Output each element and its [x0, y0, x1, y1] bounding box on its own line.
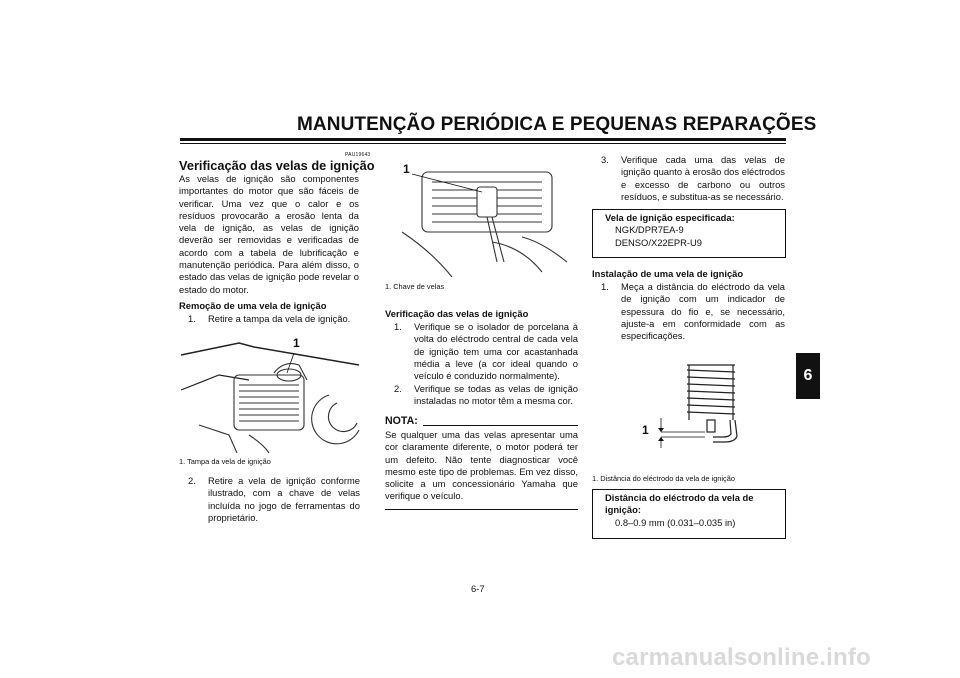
install-step-1: [601, 281, 785, 342]
figure-callout-gap: 1: [642, 423, 649, 437]
spec-box-spark-plug: [592, 209, 786, 258]
figure-callout-cap: 1: [293, 336, 300, 350]
watermark: carmanualsonline.info: [612, 644, 871, 671]
header-rule: [180, 138, 786, 141]
install-heading: Instalação de uma vela de ignição: [592, 268, 744, 279]
figure-caption-cap: 1. Tampa da vela de ignição: [179, 457, 271, 466]
note-label: NOTA:: [385, 415, 418, 427]
section-code: PAU19643: [345, 152, 371, 158]
spark-plug-cap-illustration: [179, 335, 361, 453]
removal-step-1: [188, 313, 360, 325]
step-number: 2.: [394, 383, 402, 394]
figure-callout-wrench: 1: [403, 162, 410, 176]
note-rule-top: [423, 425, 578, 426]
step-text: Retire a vela de ignição conforme ilustrado, com a chave de velas incluída no jogo de ferramentas do proprietário.: [208, 475, 360, 523]
page-header-title: MANUTENÇÃO PERIÓDICA E PEQUENAS REPARAÇÕES: [297, 114, 817, 135]
step-text: Verifique se todas as velas de ignição instaladas no motor têm a mesma cor.: [414, 383, 578, 407]
header-rule-thin: [180, 143, 786, 144]
spark-plug-wrench-illustration: [392, 152, 578, 277]
spec-value-denso: DENSO/X22EPR-U9: [615, 236, 703, 248]
spec-box-title: Vela de ignição especificada:: [605, 212, 735, 223]
spec-value-gap: 0.8–0.9 mm (0.031–0.035 in): [615, 516, 736, 528]
figure-caption-gap: 1. Distância do eléctrodo da vela de ignição: [592, 474, 735, 483]
step-text: Verifique cada uma das velas de ignição quanto à erosão dos eléctrodos e excesso de carbono ou outros resíduos, e substitua-as se necessário.: [621, 154, 785, 202]
spec-box-title: Distância do eléctrodo da vela de ignição:: [605, 492, 754, 516]
removal-heading: Remoção de uma vela de ignição: [179, 300, 327, 311]
page-number: 6-7: [471, 583, 485, 594]
check-step-1: [394, 321, 578, 382]
spec-value-ngk: NGK/DPR7EA-9: [615, 224, 684, 236]
note-rule-bottom: [385, 509, 578, 510]
spec-box-electrode-gap: [592, 489, 786, 539]
step-text: Meça a distância do eléctrodo da vela de ignição com um indicador de espessura do fio e, se necessário, ajuste-a em conformidade com as especificações.: [621, 281, 785, 342]
note-text: Se qualquer uma das velas apresentar uma cor claramente diferente, o motor poderá ter um defeito. Não tente diagnosticar você mesmo este tipo de problemas. Em vez disso, solicite a um concessionário Yamaha que verifique o veículo.: [385, 429, 578, 502]
step-number: 1.: [394, 321, 402, 332]
check-heading: Verificação das velas de ignição: [385, 308, 529, 319]
figure-caption-wrench: 1. Chave de velas: [385, 282, 445, 291]
section-title: Verificação das velas de ignição: [179, 158, 375, 173]
chapter-tab: 6: [796, 353, 820, 399]
step-number: 2.: [188, 475, 196, 486]
removal-step-2: [188, 475, 360, 524]
step-number: 3.: [601, 154, 609, 165]
step-text: Verifique se o isolador de porcelana à volta do eléctrodo central de cada vela de ignição tem uma cor acastanhada média a leve (a cor ideal quando o veículo é conduzido normalmente).: [414, 321, 578, 382]
intro-paragraph: As velas de ignição são componentes importantes do motor que são fáceis de verificar. Uma vez que o calor e os resíduos provocarão a erosão lenta da vela de ignição, as velas de ignição deverão ser removidas e verificadas de acordo com a tabela de lubrificação e manutenção periódica. Para além disso, o estado das velas de ignição pode revelar o estado do motor.: [179, 173, 359, 295]
step-number: 1.: [188, 313, 196, 324]
check-step-3: [601, 154, 785, 203]
step-number: 1.: [601, 281, 609, 292]
check-step-2: [394, 383, 578, 408]
step-text: Retire a tampa da vela de ignição.: [208, 313, 351, 324]
